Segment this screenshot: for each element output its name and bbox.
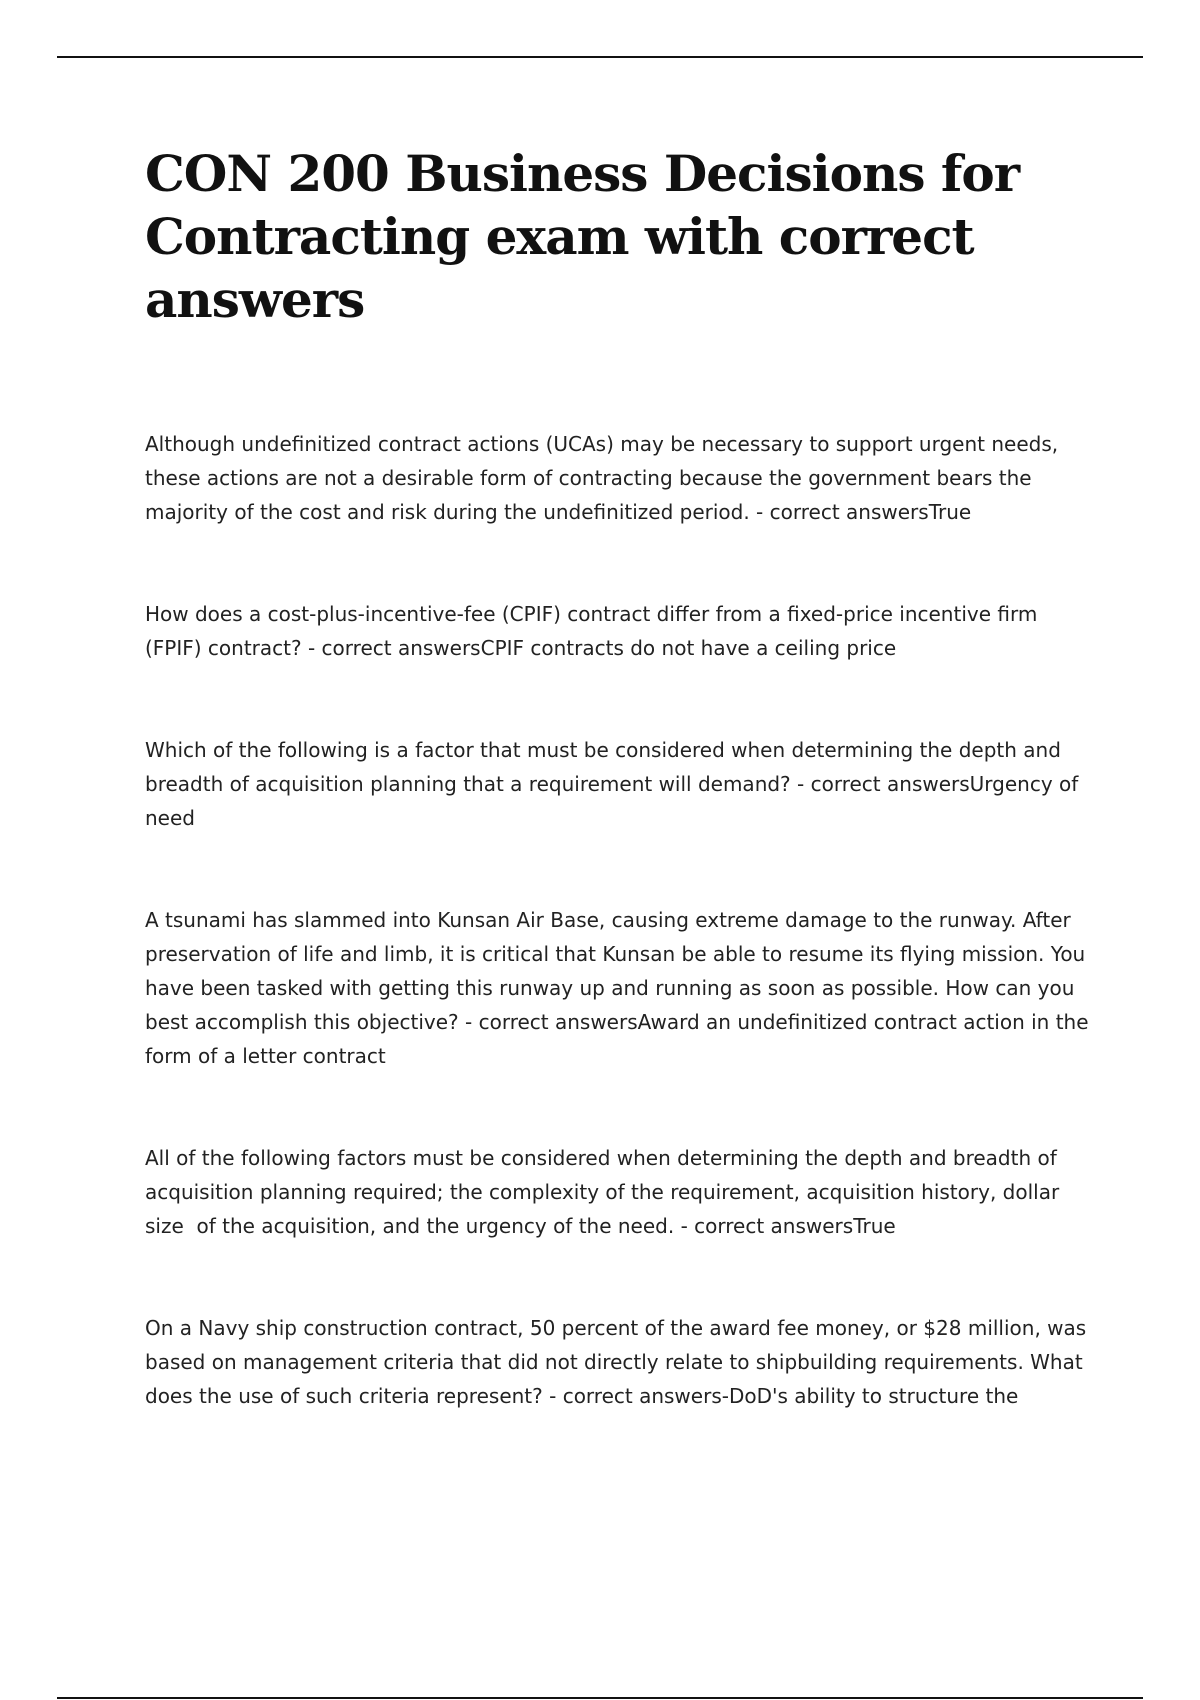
- top-rule: [57, 56, 1143, 58]
- answer-marker: - correct answers: [749, 500, 929, 524]
- qa-item: [145, 597, 1095, 665]
- answer-text: CPIF contracts do not have a ceiling price: [480, 636, 897, 660]
- qa-item: [145, 1311, 1095, 1413]
- answer-marker: - correct answers: [674, 1214, 854, 1238]
- answer-text: True: [853, 1214, 896, 1238]
- qa-list: [145, 427, 1095, 1413]
- answer-text: Urgency of need: [145, 772, 1085, 830]
- question-text: On a Navy ship construction contract, 50 percent of the award fee money, or $28 million, was based on management criteria that did not directly relate to shipbuilding requirements. What does the use of such criteria represent?: [145, 1316, 1093, 1408]
- question-text: A tsunami has slammed into Kunsan Air Base, causing extreme damage to the runway. After preservation of life and limb, it is critical that Kunsan be able to resume its flying mission. You have been tasked with getting this runway up and running as soon as possible. How can you best accomplish this objective?: [145, 908, 1092, 1034]
- answer-text: True: [928, 500, 972, 524]
- qa-item: [145, 1141, 1095, 1243]
- answer-marker: - correct answers: [790, 772, 970, 796]
- qa-item: [145, 427, 1095, 529]
- qa-item: [145, 733, 1095, 835]
- document-page: [145, 142, 1095, 1481]
- answer-marker: - correct answers: [301, 636, 481, 660]
- bottom-rule: [57, 1697, 1143, 1699]
- qa-item: [145, 903, 1095, 1073]
- document-title: CON 200 Business Decisions for Contracting exam with correct answers: [145, 144, 1020, 329]
- question-text: How does a cost-plus-incentive-fee (CPIF) contract differ from a fixed-price incentive firm (FPIF) contract?: [145, 602, 1044, 660]
- question-text: Which of the following is a factor that must be considered when determining the depth and breadth of acquisition planning that a requirement will demand?: [145, 738, 1068, 796]
- answer-text: Award an undefinitized contract action in the form of a letter contract: [145, 1010, 1095, 1068]
- question-text: All of the following factors must be considered when determining the depth and breadth of acquisition planning required; the complexity of the requirement, acquisition history, dollar size of the acquisition, and the urgency of the need.: [145, 1146, 1066, 1238]
- answer-marker: - correct answers: [542, 1384, 722, 1408]
- answer-text: -DoD's ability to structure the: [721, 1384, 1019, 1408]
- question-text: Although undefinitized contract actions (UCAs) may be necessary to support urgent needs, these actions are not a desirable form of contracting because the government bears the majority of the cost and risk during the undefinitized period.: [145, 432, 1065, 524]
- answer-marker: - correct answers: [458, 1010, 638, 1034]
